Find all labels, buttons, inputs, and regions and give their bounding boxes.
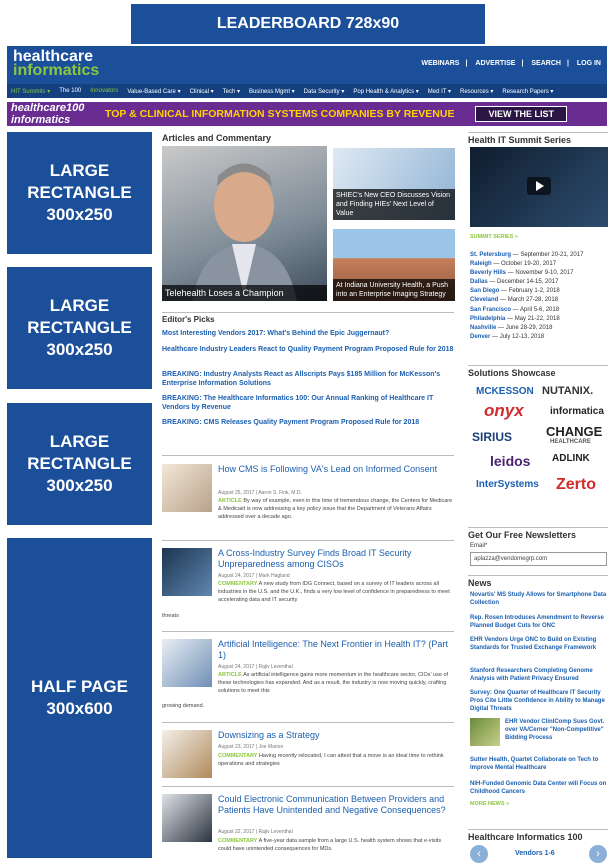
- leaderboard-ad[interactable]: [131, 4, 485, 44]
- sirius-logo[interactable]: SIRIUS: [472, 430, 513, 444]
- story-shiec[interactable]: [333, 148, 455, 220]
- login-link[interactable]: LOG IN: [576, 60, 601, 67]
- article-item-1: [162, 464, 454, 524]
- article-tag: COMMENTARY: [218, 581, 258, 587]
- article-meta: August 25, 2017 | Aaron S. Fink, M.D.: [218, 490, 302, 496]
- article-title[interactable]: Could Electronic Communication Between Providers and Patients Have Unintended and Negative Consequences?: [218, 794, 446, 815]
- large-rectangle-ad-3[interactable]: LARGE RECTANGLE 300x250: [7, 403, 152, 525]
- summit-event[interactable]: Dallas — December 14-15, 2017: [470, 279, 559, 286]
- summit-video[interactable]: [470, 147, 608, 227]
- article-item-3: [162, 639, 454, 711]
- email-field[interactable]: aplazza@vendomegrp.com: [470, 552, 607, 566]
- article-body: By way of example, even in this time of tremendous change, the Centers for Medicare & Medicaid is now addressing a key policy issue that the Department of Veterans Affairs addressed over a decade ago.: [218, 498, 453, 520]
- article-meta: August 24, 2017 | Rajiv Leventhal: [218, 664, 293, 670]
- article-body: A new study from IDG Connect, based on a survey of IT leaders across all industries in the U.S. and the U.K., finds a very low level of confidence in preparedness to meet accelerating data and IT security: [218, 581, 450, 603]
- article-thumbnail[interactable]: [162, 464, 212, 512]
- news-item-2[interactable]: Rep. Rosen Introduces Amendment to Reverse Planned Budget Cuts for ONC: [470, 615, 604, 629]
- article-body: As artificial intelligence gains more momentum in the healthcare sector, CIOs' use of these technologies has expanded. And as a result, the industry is now moving quickly, crafting solutions to meet this: [218, 672, 449, 694]
- nutanix-logo[interactable]: NUTANIX.: [542, 385, 594, 397]
- pick-link-1[interactable]: Most Interesting Vendors 2017: What's Behind the Epic Juggernaut?: [162, 330, 390, 337]
- view-list-button[interactable]: VIEW THE LIST: [475, 106, 567, 122]
- article-item-4: [162, 730, 454, 782]
- zerto-logo[interactable]: Zerto: [556, 476, 596, 493]
- article-tag: ARTICLE: [218, 672, 242, 678]
- news-item-1[interactable]: Novartis' MS Study Allows for Smartphone Data Collection: [470, 592, 607, 606]
- logo-top: healthcare: [13, 48, 94, 65]
- article-tag: COMMENTARY: [218, 838, 258, 844]
- article-body: A five-year data sample from a large U.S. health system shows that e-visits could have unintended consequences for MDs.: [218, 838, 442, 852]
- webinars-link[interactable]: WEBINARS: [421, 60, 460, 67]
- article-thumbnail[interactable]: [162, 639, 212, 687]
- news-item-8[interactable]: NIH-Funded Genomic Data Center will Focus on Childhood Cancers: [470, 781, 607, 795]
- mckesson-logo[interactable]: MCKESSON: [476, 386, 534, 397]
- editors-picks-title: Editor's Picks: [162, 312, 454, 324]
- advertise-link[interactable]: ADVERTISE: [475, 60, 516, 67]
- showcase-title: Solutions Showcase: [468, 365, 608, 378]
- logo-bottom: informatics: [13, 62, 100, 79]
- news-title: News: [468, 575, 608, 588]
- intersystems-logo[interactable]: InterSystems: [476, 479, 539, 490]
- news-thumbnail[interactable]: [470, 718, 500, 746]
- leidos-logo[interactable]: leidos: [490, 453, 531, 469]
- article-title[interactable]: How CMS is Following VA's Lead on Informed Consent: [218, 464, 438, 474]
- more-news-link[interactable]: MORE NEWS »: [470, 801, 510, 807]
- banner-logo: healthcare100 informatics: [11, 102, 85, 126]
- summit-series-link[interactable]: SUMMIT SERIES »: [470, 234, 518, 240]
- nav-innovators[interactable]: Innovators: [90, 88, 119, 94]
- half-page-ad[interactable]: HALF PAGE 300x600: [7, 538, 152, 858]
- summit-event[interactable]: Beverly Hills — November 9-10, 2017: [470, 270, 574, 277]
- main-nav: [7, 84, 607, 98]
- nav-data-security[interactable]: Data Security ▾: [303, 88, 345, 95]
- story-indiana[interactable]: [333, 229, 455, 301]
- large-rectangle-ad-1[interactable]: LARGE RECTANGLE 300x250: [7, 132, 152, 254]
- article-title[interactable]: A Cross-Industry Survey Finds Broad IT Security Unpreparedness among CISOs: [218, 548, 412, 569]
- nav-hit-summits[interactable]: HIT Summits ▾: [11, 88, 51, 95]
- news-item-3[interactable]: EHR Vendors Urge ONC to Build on Existing Standards for Trusted Exchange Framework: [470, 637, 597, 651]
- article-body-cont: growing demand.: [162, 703, 205, 709]
- news-item-4[interactable]: Stanford Researchers Completing Genome Analysis with Patient Privacy Ensured: [470, 668, 593, 682]
- article-title[interactable]: Artificial Intelligence: The Next Frontier in Health IT? (Part 1): [218, 639, 448, 660]
- hci100-banner[interactable]: [7, 102, 607, 126]
- large-rectangle-ad-2[interactable]: LARGE RECTANGLE 300x250: [7, 267, 152, 389]
- hci100-title: Healthcare Informatics 100: [468, 829, 608, 842]
- prev-arrow-icon[interactable]: ‹: [470, 845, 488, 863]
- pick-link-5[interactable]: BREAKING: CMS Releases Quality Payment Program Proposed Rule for 2018: [162, 419, 420, 426]
- summit-title: Health IT Summit Series: [468, 132, 608, 145]
- site-header: [7, 46, 607, 84]
- pick-link-4[interactable]: BREAKING: The Healthcare Informatics 100: Our Annual Ranking of Healthcare IT Vendors by Revenue: [162, 395, 434, 411]
- change-healthcare-sub: HEALTHCARE: [550, 439, 591, 445]
- article-title[interactable]: Downsizing as a Strategy: [218, 730, 320, 740]
- site-logo[interactable]: [13, 50, 99, 78]
- summit-event[interactable]: Philadelphia — May 21-22, 2018: [470, 315, 560, 322]
- article-thumbnail[interactable]: [162, 794, 212, 842]
- leaderboard-ad-label: LEADERBOARD 728x90: [216, 14, 400, 32]
- informatica-logo[interactable]: informatica: [550, 406, 604, 417]
- nav-research-papers[interactable]: Research Papers ▾: [502, 88, 554, 95]
- utility-links: WEBINARS | ADVERTISE | SEARCH | LOG IN: [421, 60, 601, 67]
- article-thumbnail[interactable]: [162, 730, 212, 778]
- nav-value-based-care[interactable]: Value-Based Care ▾: [127, 88, 181, 95]
- nav-pop-health[interactable]: Pop Health & Analytics ▾: [353, 88, 419, 95]
- summit-event[interactable]: San Diego — February 1-2, 2018: [470, 288, 560, 295]
- article-body: Having recently relocated, I can attest that a move is an ideal time to rethink operations and strategies: [218, 753, 444, 767]
- news-item-5[interactable]: Survey: One Quarter of Healthcare IT Security Pros Cite Little Confidence in Ability to Manage Digital Threats: [470, 690, 605, 712]
- article-meta: August 23, 2017 | Joe Marion: [218, 744, 284, 750]
- article-meta: August 22, 2017 | Rajiv Leventhal: [218, 829, 293, 835]
- nav-clinical[interactable]: Clinical ▾: [189, 88, 214, 95]
- summit-event[interactable]: Nashville — June 28-29, 2018: [470, 324, 553, 331]
- feature-photo: [162, 146, 327, 301]
- article-item-5: [162, 794, 454, 860]
- onyx-logo[interactable]: onyx: [484, 401, 524, 420]
- play-icon[interactable]: [527, 177, 551, 195]
- email-label: Email*: [470, 543, 488, 549]
- article-item-2: [162, 548, 454, 618]
- summit-event[interactable]: San Francisco — April 5-6, 2018: [470, 306, 560, 313]
- news-item-7[interactable]: Sutter Health, Quartet Collaborate on Tech to Improve Mental Healthcare: [470, 757, 599, 771]
- adlink-logo[interactable]: ADLINK: [552, 453, 590, 464]
- article-tag: COMMENTARY: [218, 753, 258, 759]
- story-indiana-caption[interactable]: At Indiana University Health, a Push into an Enterprise Imaging Strategy: [333, 279, 455, 301]
- nav-tech[interactable]: Tech ▾: [222, 88, 240, 95]
- nav-the-100[interactable]: The 100: [59, 88, 82, 94]
- summit-event[interactable]: Denver — July 12-13, 2018: [470, 333, 545, 340]
- article-meta: August 24, 2017 | Mark Hagland: [218, 573, 290, 579]
- summit-events-list: [470, 251, 583, 342]
- newsletter-title: Get Our Free Newsletters: [468, 527, 608, 540]
- pick-link-3[interactable]: BREAKING: Industry Analysts React as Allscripts Pays $185 Million for McKesson's Enterprise Information Solutions: [162, 371, 441, 387]
- article-thumbnail[interactable]: [162, 548, 212, 596]
- summit-event[interactable]: Cleveland — March 27-28, 2018: [470, 297, 559, 304]
- summit-event[interactable]: St. Petersburg — September 20-21, 2017: [470, 252, 584, 258]
- feature-story[interactable]: [162, 146, 327, 301]
- search-link[interactable]: SEARCH: [531, 60, 561, 67]
- next-arrow-icon[interactable]: ›: [589, 845, 607, 863]
- nav-med-it[interactable]: Med IT ▾: [427, 88, 452, 95]
- story-shiec-caption[interactable]: SHIEC's New CEO Discusses Vision and Finding HIEs' Next Level of Value: [333, 189, 455, 220]
- change-healthcare-logo[interactable]: CHANGE: [546, 424, 603, 439]
- summit-event[interactable]: Raleigh — October 19-20, 2017: [470, 261, 557, 268]
- articles-section-title: Articles and Commentary: [162, 133, 272, 143]
- article-body-cont: threats: [162, 613, 179, 619]
- article-tag: ARTICLE: [218, 498, 242, 504]
- vendors-pager: Vendors 1-6: [515, 850, 555, 857]
- pick-link-2[interactable]: Healthcare Industry Leaders React to Quality Payment Program Proposed Rule for 2018: [162, 346, 454, 353]
- banner-text: TOP & CLINICAL INFORMATION SYSTEMS COMPANIES BY REVENUE: [105, 108, 455, 120]
- nav-resources[interactable]: Resources ▾: [460, 88, 494, 95]
- nav-business-mgmt[interactable]: Business Mgmt ▾: [248, 88, 295, 95]
- news-item-6[interactable]: EHR Vendor ClinIComp Sues Govt. over VA/Cerner "Non-Competitive" Bidding Process: [505, 719, 605, 741]
- feature-caption[interactable]: Telehealth Loses a Champion: [162, 285, 327, 301]
